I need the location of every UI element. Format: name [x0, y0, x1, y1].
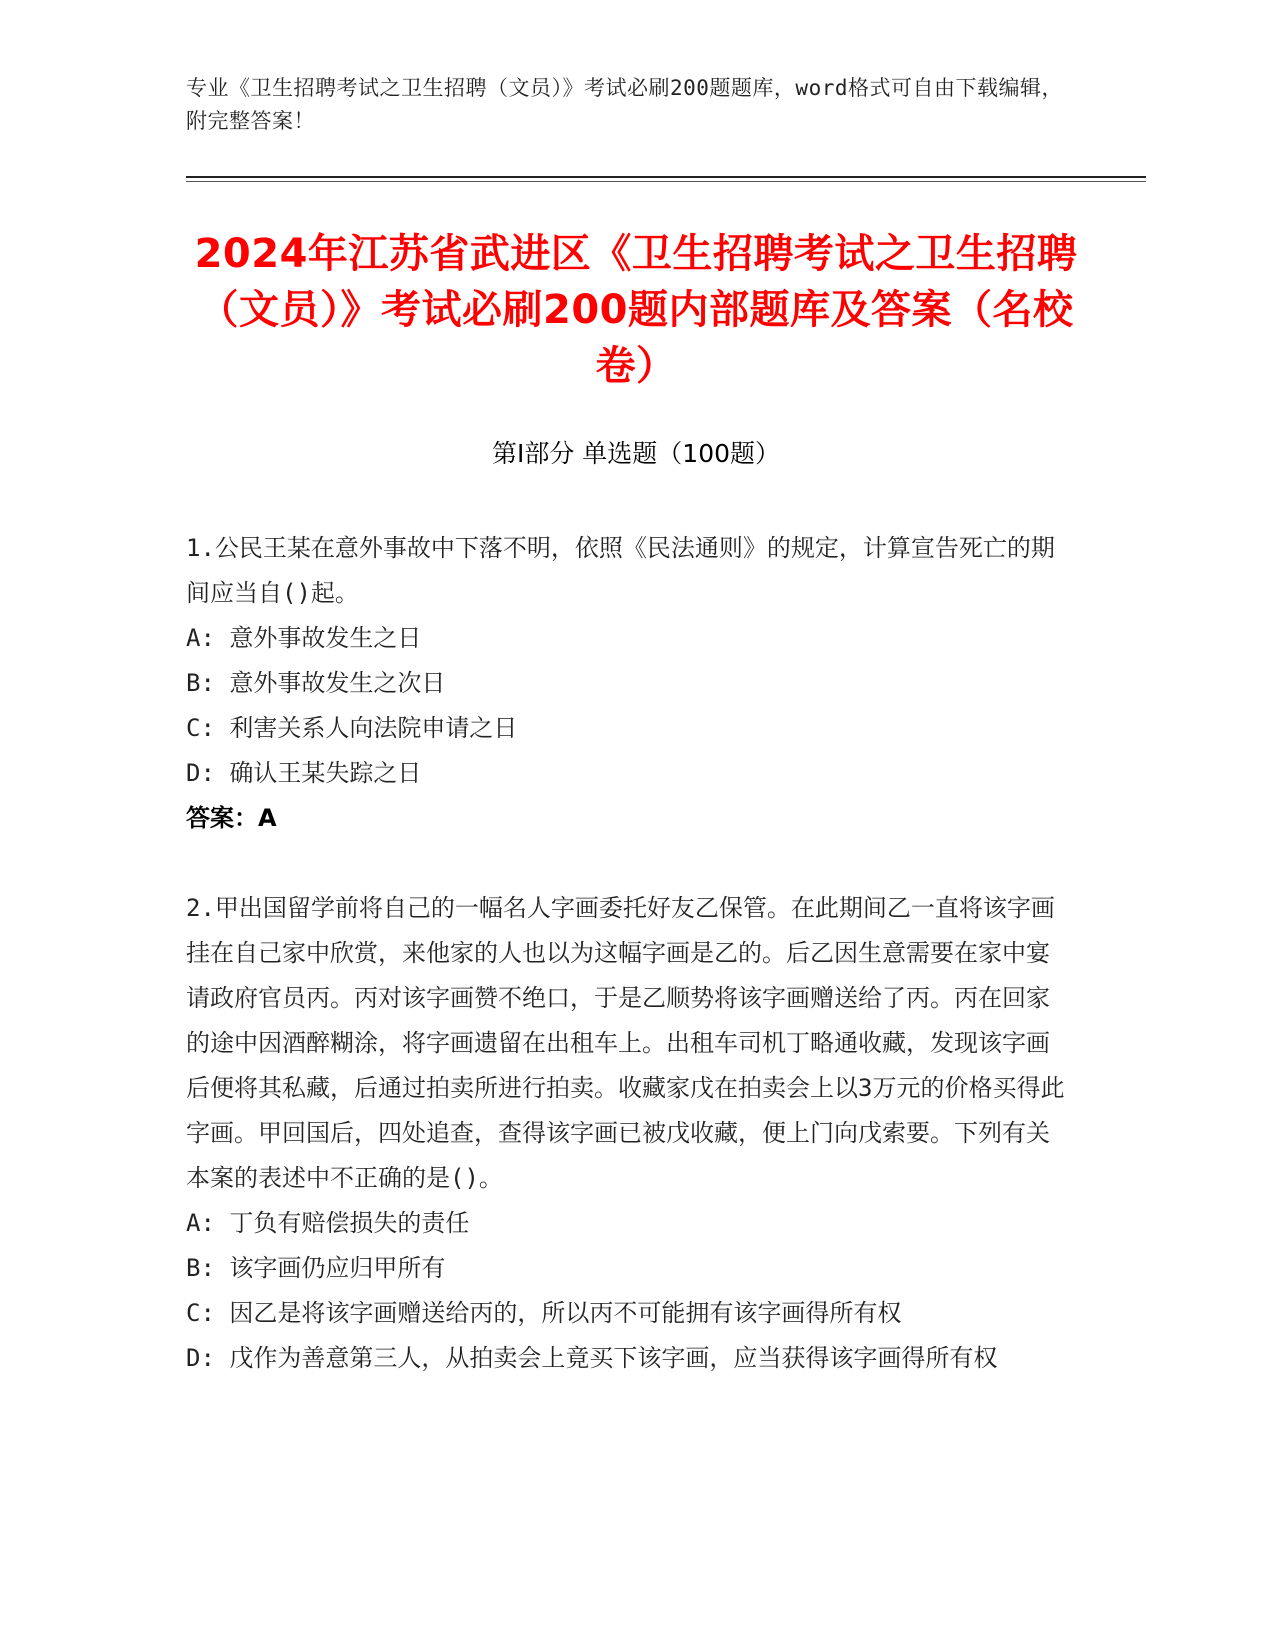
option-d: D: 确认王某失踪之日 [186, 759, 422, 787]
question-stem: 2.甲出国留学前将自己的一幅名人字画委托好友乙保管。在此期间乙一直将该字画挂在自己家中欣赏，来他家的人也以为这幅字画是乙的。后乙因生意需要在家中宴请政府官员丙。丙对该字画赞不绝口，于是乙顺势将该字画赠送给了丙。丙在回家的途中因酒醉糊涂，将字画遗留在出租车上。出租车司机丁略通收藏，发现该字画后便将其私藏，后通过拍卖所进行拍卖。收藏家戊在拍卖会上以3万元的价格买得此字画。甲回国后，四处追查，查得该字画已被戊收藏，便上门向戊索要。下列有关本案的表述中不正确的是()。 [186, 894, 1065, 1192]
header-divider-thick [186, 176, 1146, 178]
option-c: C: 因乙是将该字画赠送给丙的，所以丙不可能拥有该字画得所有权 [186, 1299, 902, 1327]
header-note: 专业《卫生招聘考试之卫生招聘（文员）》考试必刷200题题库，word格式可自由下载编辑，附完整答案！ [186, 76, 1063, 133]
question-stem: 1.公民王某在意外事故中下落不明，依照《民法通则》的规定，计算宣告死亡的期间应当自()起。 [186, 534, 1055, 607]
option-d: D: 戊作为善意第三人，从拍卖会上竟买下该字画，应当获得该字画得所有权 [186, 1344, 998, 1372]
option-a: A: 意外事故发生之日 [186, 624, 422, 652]
section-heading: 第Ⅰ部分 单选题（100题） [491, 439, 781, 468]
answer: 答案：A [186, 804, 277, 832]
option-a: A: 丁负有赔偿损失的责任 [186, 1209, 470, 1237]
question-list [186, 526, 1066, 1381]
document-title: 2024年江苏省武进区《卫生招聘考试之卫生招聘（文员）》考试必刷200题内部题库及答案（名校卷） [194, 231, 1078, 389]
option-c: C: 利害关系人向法院申请之日 [186, 714, 518, 742]
option-b: B: 该字画仍应归甲所有 [186, 1254, 446, 1282]
question-1 [186, 526, 1066, 841]
question-2 [186, 886, 1066, 1381]
option-b: B: 意外事故发生之次日 [186, 669, 446, 697]
header-divider-thin [186, 181, 1146, 182]
